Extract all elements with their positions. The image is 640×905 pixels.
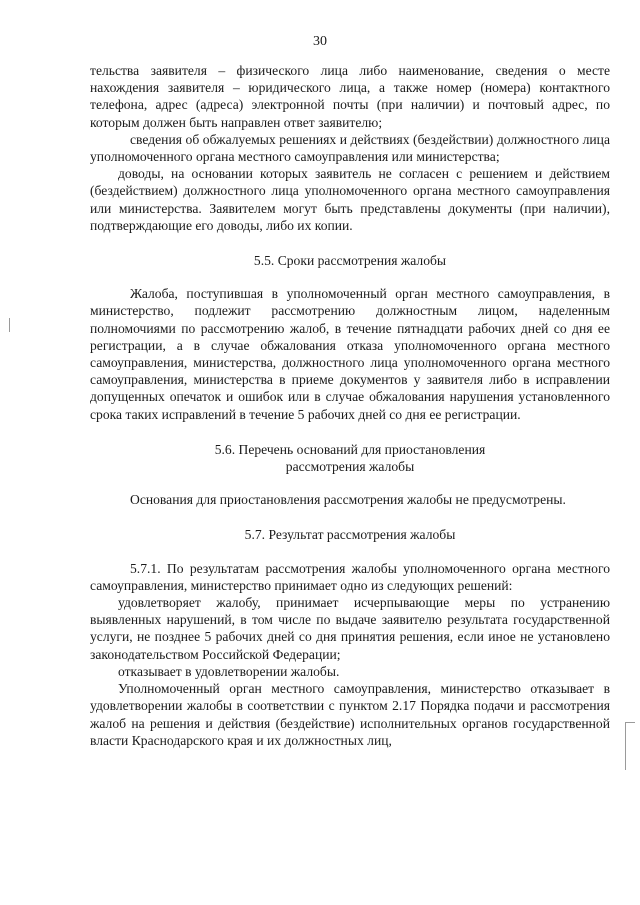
paragraph-refusal-grounds: Уполномоченный орган местного самоуправления, министерство отказывает в удовлетворении жалобы в соответствии с пунктом 2.17 Порядка подачи и рассмотрения жалоб на решения и действия (бездействие) исполнительных органов государственной власти Краснодарского края и их должностных лиц, [90, 681, 610, 748]
section-heading-5-6-line2: рассмотрения жалобы [285, 459, 415, 475]
scan-artifact-right-line [625, 722, 626, 770]
paragraph-5-7-1: 5.7.1. По результатам рассмотрения жалобы уполномоченного органа местного самоуправления, министерство принимает одно из следующих решений: [90, 560, 610, 593]
page-number: 30 [313, 34, 327, 49]
paragraph-appealed-decisions: сведения об обжалуемых решениях и действиях (бездействии) должностного лица уполномоченного органа местного самоуправления или министерства; [90, 131, 610, 165]
paragraph-refuses-complaint: отказывает в удовлетворении жалобы. [118, 663, 340, 679]
scan-artifact-right-top [625, 722, 635, 723]
section-heading-5-6-line1: 5.6. Перечень оснований для приостановления [214, 441, 486, 457]
scan-artifact-left [9, 318, 10, 332]
section-heading-5-6 [90, 441, 610, 475]
document-body [90, 62, 610, 749]
paragraph-review-terms: Жалоба, поступившая в уполномоченный орган местного самоуправления, в министерство, подлежит рассмотрению должностным лицом, наделенным полномочиями по рассмотрению жалоб, в течение пятнадцати рабочих дней со дня ее регистрации, а в случае обжалования отказа уполномоченного органа местного самоуправления, министерства, должностного лица уполномоченного органа местного самоуправления, министерства в приеме документов у заявителя либо в исправлении допущенных опечаток и ошибок или в случае обжалования нарушения установленного срока таких исправлений в течение 5 рабочих дней со дня ее регистрации. [90, 286, 610, 422]
paragraph-suspension-grounds: Основания для приостановления рассмотрения жалобы не предусмотрены. [130, 492, 566, 508]
paragraph-satisfies-complaint: удовлетворяет жалобу, принимает исчерпывающие меры по устранению выявленных нарушений, в том числе по выдаче заявителю результата государственной услуги, не позднее 5 рабочих дней со дня принятия решения, если иное не установлено законодательством Российской Федерации; [90, 595, 610, 662]
section-heading-5-5: 5.5. Сроки рассмотрения жалобы [253, 253, 447, 269]
section-heading-5-7: 5.7. Результат рассмотрения жалобы [244, 527, 456, 543]
paragraph-arguments: доводы, на основании которых заявитель не согласен с решением и действием (бездействием) должностного лица уполномоченного органа местного самоуправления или министерства. Заявителем могут быть представлены документы (при наличии), подтверждающие его доводы, либо их копии. [90, 166, 610, 233]
paragraph-applicant-details: тельства заявителя – физического лица либо наименование, сведения о месте нахождения заявителя – юридического лица, а также номер (номера) контактного телефона, адрес (адреса) электронной почты (при наличии) и почтовый адрес, по которым должен быть направлен ответ заявителю; [90, 63, 610, 130]
